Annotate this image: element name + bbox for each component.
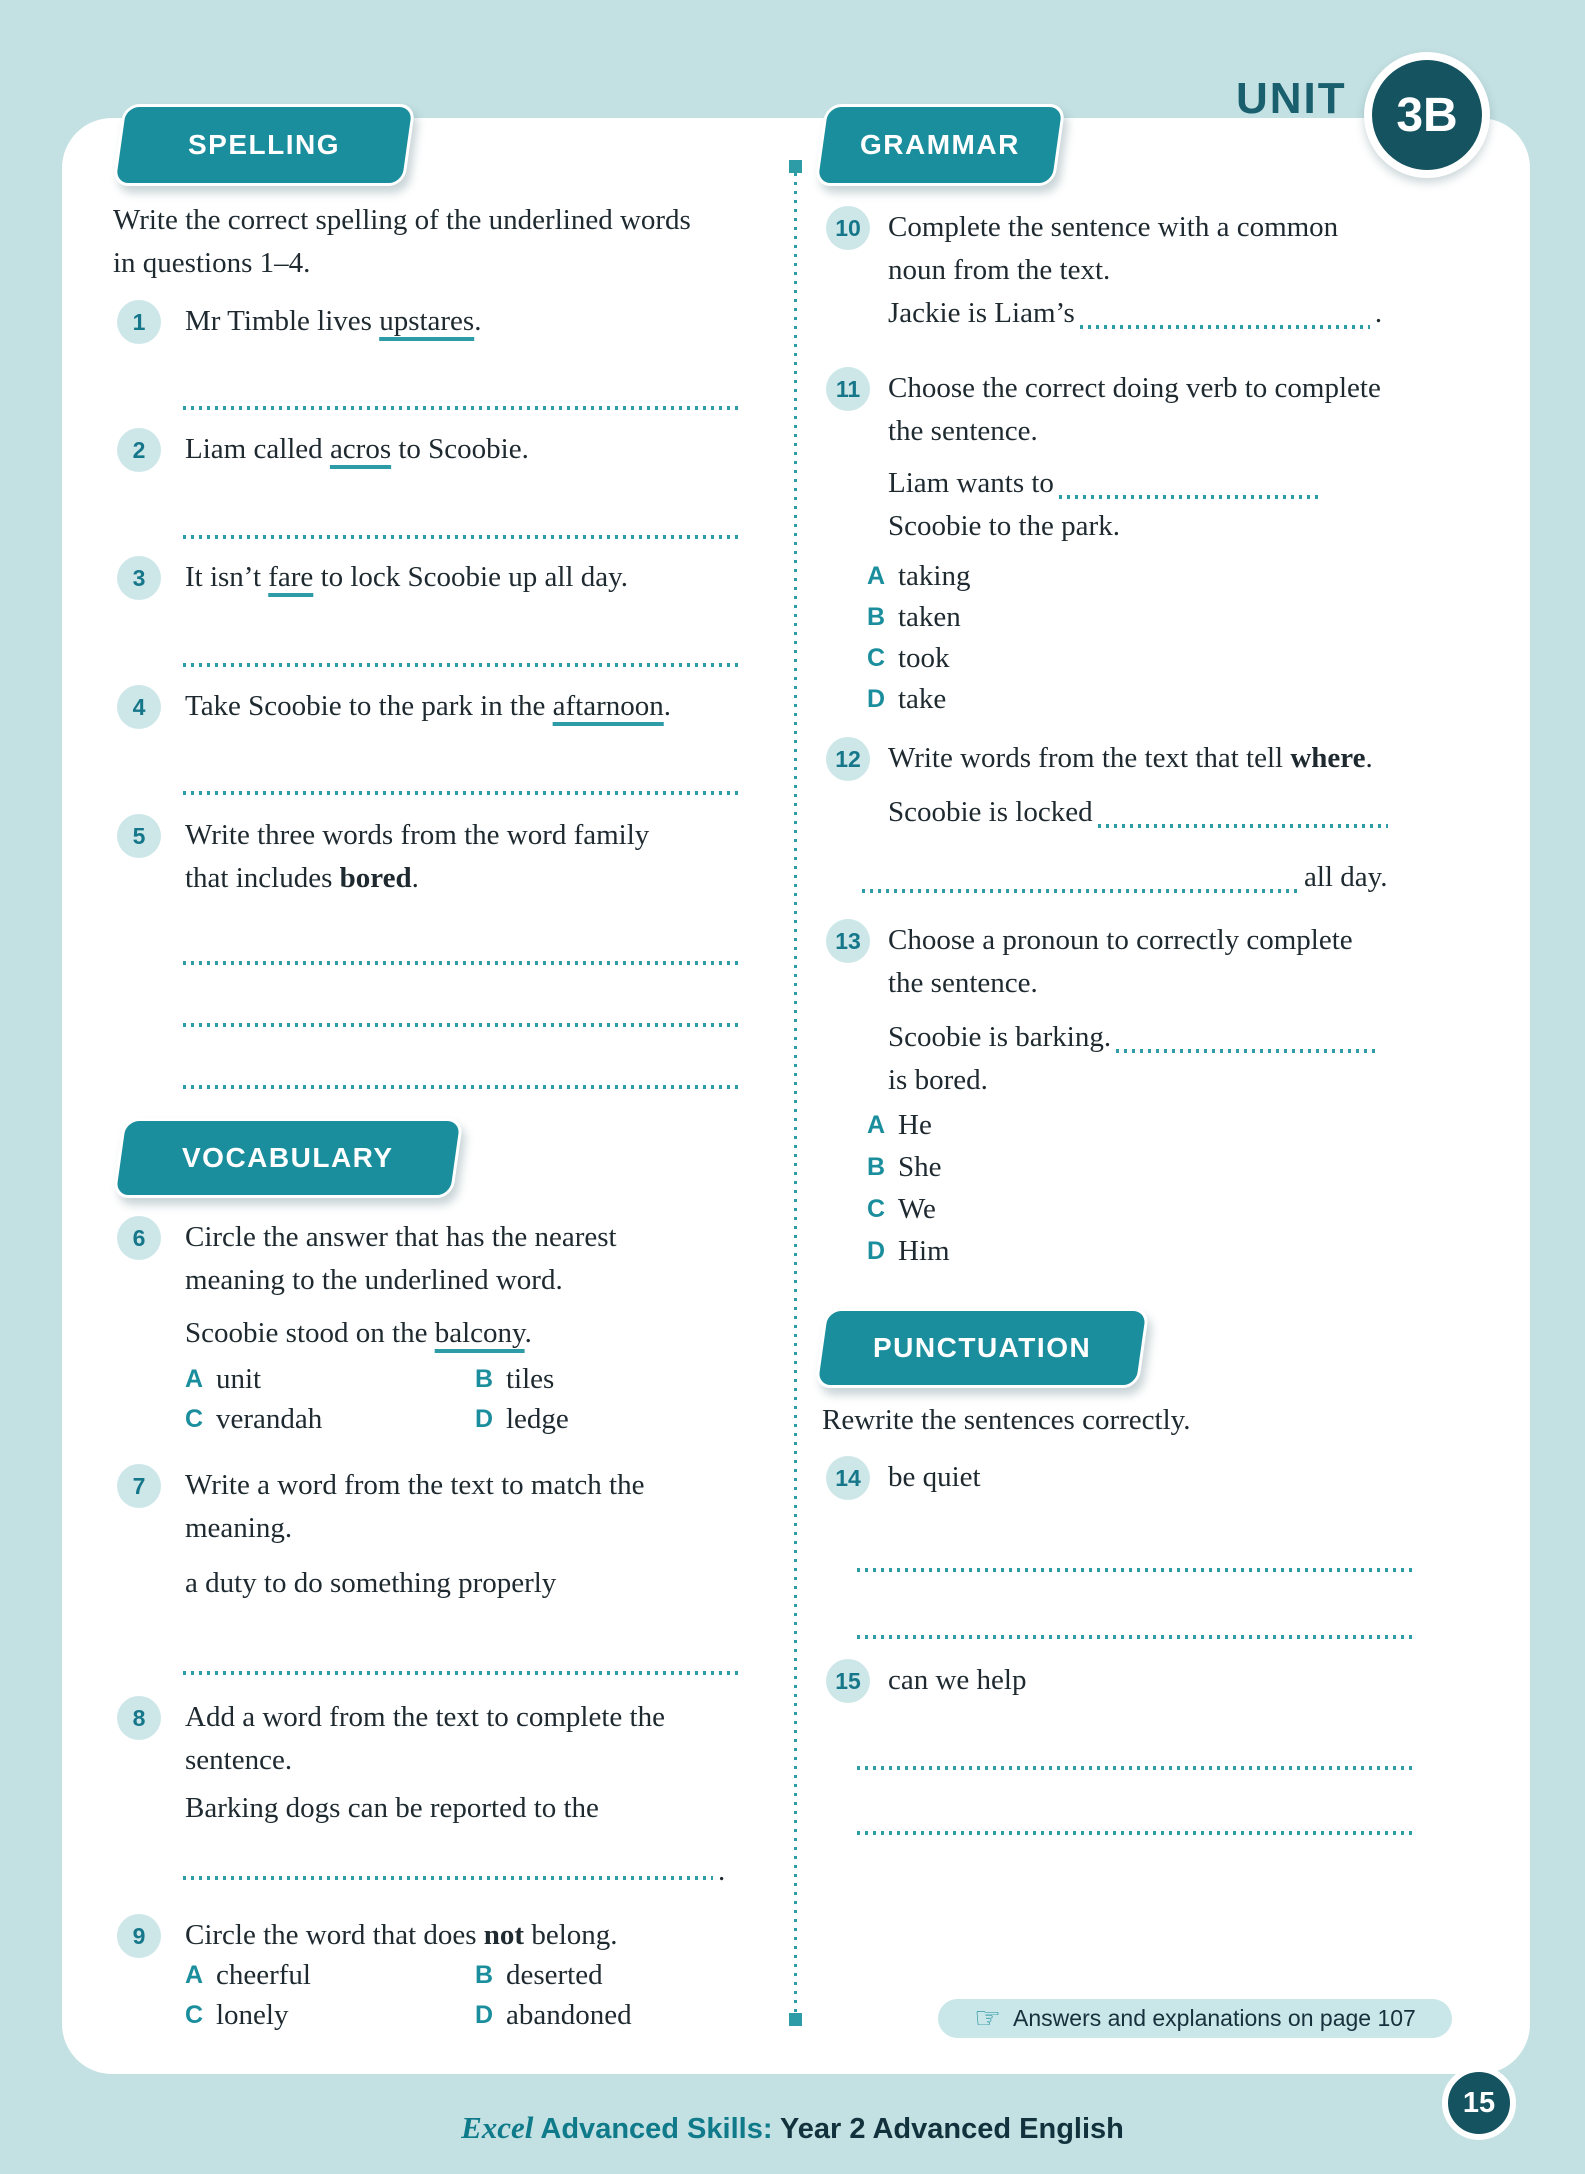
punctuation-intro: Rewrite the sentences correctly. xyxy=(822,1404,1191,1436)
option-b[interactable]: B taken xyxy=(867,597,1500,638)
misspelled-word: acros xyxy=(329,433,392,465)
question-14 xyxy=(826,1456,1500,1500)
question-5-answer-line-1[interactable] xyxy=(183,961,740,965)
column-divider xyxy=(794,173,797,2013)
option-letter: D xyxy=(475,2001,494,2029)
question-6-text: Circle the answer that has the nearest xyxy=(185,1221,617,1253)
question-1-answer-line[interactable] xyxy=(183,406,740,410)
option-letter: A xyxy=(867,1111,886,1139)
question-6-options xyxy=(185,1359,750,1439)
question-6-number: 6 xyxy=(117,1216,161,1260)
question-12-fill-sentence: Scoobie is locked xyxy=(888,791,1500,834)
question-9-options xyxy=(185,1955,750,2035)
question-4 xyxy=(117,685,750,729)
option-d[interactable]: D take xyxy=(867,679,1500,720)
option-c[interactable]: C We xyxy=(867,1188,1500,1230)
answers-reference-pill[interactable] xyxy=(938,1999,1452,2038)
question-12-fill-sentence-2: all day. xyxy=(857,856,1500,899)
option-letter: C xyxy=(185,2001,204,2029)
question-1-text: Mr Timble lives upstares. xyxy=(185,305,482,337)
question-11-sentence-cont: Scoobie to the park. xyxy=(888,510,1120,542)
question-12 xyxy=(826,737,1500,899)
question-11: 11 Choose the correct doing verb to complete the sentence. Liam wants to Scoobie to the park. A taking B taken C took D take xyxy=(826,367,1500,720)
option-letter: A xyxy=(867,562,886,590)
question-8-line-period: . xyxy=(718,1855,726,1887)
question-14-answer-line-1[interactable] xyxy=(857,1568,1413,1572)
question-10-text: Complete the sentence with a common xyxy=(888,211,1339,243)
question-5-answer-line-2[interactable] xyxy=(183,1023,740,1027)
question-11-fill-sentence: Liam wants to xyxy=(888,462,1500,505)
question-12-number: 12 xyxy=(826,737,870,781)
question-6-sentence: Scoobie stood on the balcony. xyxy=(185,1317,532,1349)
unit-label: UNIT xyxy=(1236,74,1347,123)
option-c[interactable]: C verandah xyxy=(185,1399,475,1439)
option-c[interactable]: C lonely xyxy=(185,1995,475,2035)
option-a[interactable]: A unit xyxy=(185,1359,475,1399)
question-11-text: Choose the correct doing verb to complete xyxy=(888,372,1381,404)
option-a[interactable]: A He xyxy=(867,1104,1500,1146)
vocabulary-section-header xyxy=(112,1118,463,1198)
question-10: 10 Complete the sentence with a common noun from the text. Jackie is Liam’s . xyxy=(826,206,1500,335)
option-c[interactable]: C took xyxy=(867,638,1500,679)
question-9 xyxy=(117,1914,750,2035)
answers-note: Answers and explanations on page 107 xyxy=(1013,2005,1416,2031)
option-letter: C xyxy=(867,1195,886,1223)
question-2-text: Liam called acros to Scoobie. xyxy=(185,433,529,465)
question-15-text: can we help xyxy=(888,1664,1027,1696)
question-5 xyxy=(117,814,750,900)
question-3 xyxy=(117,556,750,600)
option-a[interactable]: A cheerful xyxy=(185,1955,475,1995)
spelling-section-header xyxy=(112,104,416,186)
book-title: Year 2 Advanced English xyxy=(780,2113,1124,2145)
question-3-text: It isn’t fare to lock Scoobie up all day. xyxy=(185,561,628,593)
question-9-number: 9 xyxy=(117,1914,161,1958)
question-13-text: Choose a pronoun to correctly complete xyxy=(888,924,1353,956)
question-5-text: Write three words from the word family that includes bored. xyxy=(185,819,650,894)
question-14-text: be quiet xyxy=(888,1461,981,1493)
question-15-number: 15 xyxy=(826,1659,870,1703)
question-10-fill-sentence: Jackie is Liam’s . xyxy=(888,297,1383,329)
underlined-word: balcony xyxy=(434,1317,525,1349)
question-4-answer-line[interactable] xyxy=(183,791,740,795)
option-letter: D xyxy=(475,1405,494,1433)
option-letter: B xyxy=(867,1153,886,1181)
option-d[interactable]: D abandoned xyxy=(475,1995,750,2035)
grammar-section-header xyxy=(814,104,1066,186)
spelling-title: SPELLING xyxy=(187,129,340,160)
spelling-intro: Write the correct spelling of the underlined words in questions 1–4. xyxy=(113,204,691,279)
question-7-clue: a duty to do something properly xyxy=(185,1567,557,1599)
option-b[interactable]: B deserted xyxy=(475,1955,750,1995)
question-13-sentence-cont: is bored. xyxy=(888,1064,988,1096)
series-name: Advanced Skills: xyxy=(533,2113,781,2145)
misspelled-word: aftarnoon xyxy=(552,690,664,722)
option-a[interactable]: A taking xyxy=(867,556,1500,597)
brand-name: Excel xyxy=(461,2110,534,2145)
question-1 xyxy=(117,300,750,344)
question-14-number: 14 xyxy=(826,1456,870,1500)
option-letter: C xyxy=(185,1405,204,1433)
question-3-answer-line[interactable] xyxy=(183,663,740,667)
option-letter: D xyxy=(867,685,886,713)
question-5-answer-line-3[interactable] xyxy=(183,1085,740,1089)
question-10-number: 10 xyxy=(826,206,870,250)
option-d[interactable]: D Him xyxy=(867,1230,1500,1272)
answer-blank[interactable] xyxy=(1098,824,1388,828)
question-4-text: Take Scoobie to the park in the aftarnoon. xyxy=(185,690,671,722)
unit-code-badge: 3B xyxy=(1364,52,1490,178)
misspelled-word: fare xyxy=(268,561,314,593)
vocabulary-title: VOCABULARY xyxy=(182,1142,394,1173)
answer-blank[interactable] xyxy=(862,889,1299,893)
question-13-fill-sentence: Scoobie is barking. xyxy=(888,1016,1500,1059)
option-letter: A xyxy=(185,1365,204,1393)
option-letter: C xyxy=(867,644,886,672)
question-1-number: 1 xyxy=(117,300,161,344)
pointing-hand-icon: ☞ xyxy=(974,2001,1002,2035)
answer-blank[interactable] xyxy=(1116,1049,1378,1053)
punctuation-section-header xyxy=(814,1308,1149,1388)
question-6: 6 Circle the answer that has the nearest meaning to the underlined word. Scoobie stood on the balcony. A unit B tiles C verandah D ledge xyxy=(117,1216,750,1439)
question-15 xyxy=(826,1659,1500,1703)
question-7-answer-line[interactable] xyxy=(183,1671,740,1675)
question-8-text: Add a word from the text to complete the xyxy=(185,1701,665,1733)
question-9-text: Circle the word that does not belong. xyxy=(185,1919,618,1951)
question-13: 13 Choose a pronoun to correctly complete the sentence. Scoobie is barking. is bored. A He B She C We D Him xyxy=(826,919,1500,1272)
question-8-sentence: Barking dogs can be reported to the xyxy=(185,1792,599,1824)
question-3-number: 3 xyxy=(117,556,161,600)
question-13-options xyxy=(867,1104,1500,1272)
question-15-answer-line-1[interactable] xyxy=(857,1766,1413,1770)
question-12-text: Write words from the text that tell where. xyxy=(888,742,1373,774)
grammar-title: GRAMMAR xyxy=(860,129,1020,160)
question-2-number: 2 xyxy=(117,428,161,472)
option-letter: A xyxy=(185,1961,204,1989)
option-letter: B xyxy=(475,1365,494,1393)
option-b[interactable]: B She xyxy=(867,1146,1500,1188)
page-number-badge: 15 xyxy=(1442,2066,1516,2140)
question-8-number: 8 xyxy=(117,1696,161,1740)
book-footer xyxy=(0,2106,1585,2150)
question-8-answer-line[interactable] xyxy=(183,1876,713,1880)
answer-blank[interactable] xyxy=(1059,495,1319,499)
answer-blank[interactable] xyxy=(1080,325,1370,329)
question-11-number: 11 xyxy=(826,367,870,411)
question-7-number: 7 xyxy=(117,1464,161,1508)
question-8: 8 Add a word from the text to complete the sentence. Barking dogs can be reported to the xyxy=(117,1696,750,1830)
question-11-options xyxy=(867,556,1500,720)
question-5-number: 5 xyxy=(117,814,161,858)
question-2-answer-line[interactable] xyxy=(183,535,740,539)
option-letter: D xyxy=(867,1237,886,1265)
question-4-number: 4 xyxy=(117,685,161,729)
option-letter: B xyxy=(475,1961,494,1989)
question-7-text: Write a word from the text to match the xyxy=(185,1469,645,1501)
option-d[interactable]: D ledge xyxy=(475,1399,750,1439)
option-b[interactable]: B tiles xyxy=(475,1359,750,1399)
question-13-number: 13 xyxy=(826,919,870,963)
misspelled-word: upstares xyxy=(379,305,475,337)
question-15-answer-line-2[interactable] xyxy=(857,1831,1413,1835)
option-letter: B xyxy=(867,603,886,631)
punctuation-title: PUNCTUATION xyxy=(872,1332,1092,1363)
question-7: 7 Write a word from the text to match the meaning. a duty to do something properly xyxy=(117,1464,750,1605)
question-14-answer-line-2[interactable] xyxy=(857,1635,1413,1639)
question-2 xyxy=(117,428,750,472)
